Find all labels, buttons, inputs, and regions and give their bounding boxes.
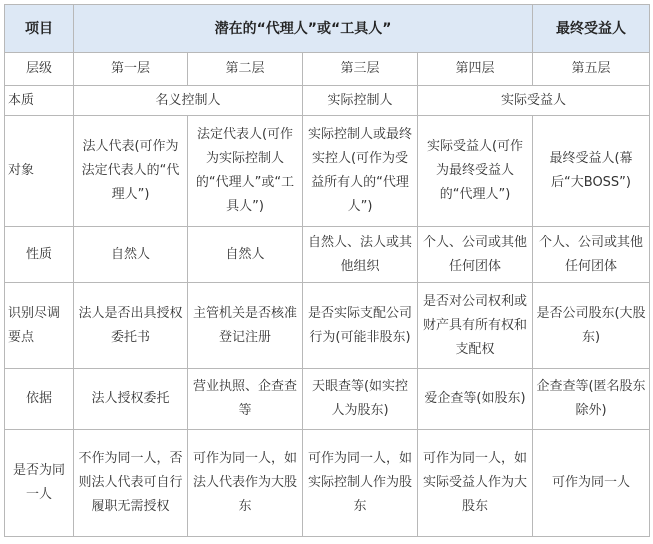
header-item: 项目 xyxy=(5,5,74,53)
level-cell-1: 第一层 xyxy=(74,53,188,86)
key-cell-3: 是否实际支配公司行为(可能非股东) xyxy=(303,283,418,369)
object-cell-3: 实际控制人或最终实控人(可作为受益所有人的“代理人”) xyxy=(303,116,418,227)
basis-cell-2: 营业执照、企查查等 xyxy=(188,369,303,430)
header-ultimate-beneficiary: 最终受益人 xyxy=(533,5,650,53)
level-cell-3: 第三层 xyxy=(303,53,418,86)
table-row-object xyxy=(5,116,650,227)
key-cell-5: 是否公司股东(大股东) xyxy=(533,283,650,369)
key-cell-2: 主管机关是否核准登记注册 xyxy=(188,283,303,369)
essence-actual-beneficiary: 实际受益人 xyxy=(418,86,650,116)
level-cell-2: 第二层 xyxy=(188,53,303,86)
row-label-same-person: 是否为同一人 xyxy=(5,430,74,537)
nature-cell-5: 个人、公司或其他任何团体 xyxy=(533,227,650,283)
nature-cell-3: 自然人、法人或其他组织 xyxy=(303,227,418,283)
table-row-nature xyxy=(5,227,650,283)
same-cell-1: 不作为同一人，否则法人代表可自行履职无需授权 xyxy=(74,430,188,537)
row-label-nature: 性质 xyxy=(5,227,74,283)
header-row xyxy=(5,5,650,53)
table-row-same-person xyxy=(5,430,650,537)
table-row-key-points xyxy=(5,283,650,369)
row-label-level: 层级 xyxy=(5,53,74,86)
same-cell-5: 可作为同一人 xyxy=(533,430,650,537)
row-label-key-points: 识别尽调要点 xyxy=(5,283,74,369)
nature-cell-2: 自然人 xyxy=(188,227,303,283)
object-cell-2: 法定代表人(可作为实际控制人的“代理人”或“工具人”) xyxy=(188,116,303,227)
object-cell-4: 实际受益人(可作为最终受益人的“代理人”) xyxy=(418,116,533,227)
same-cell-3: 可作为同一人，如实际控制人作为股东 xyxy=(303,430,418,537)
row-label-object: 对象 xyxy=(5,116,74,227)
object-cell-5: 最终受益人(幕后“大BOSS”) xyxy=(533,116,650,227)
basis-cell-5: 企查查等(匿名股东除外) xyxy=(533,369,650,430)
essence-nominal-controller: 名义控制人 xyxy=(74,86,303,116)
basis-cell-4: 爱企查等(如股东) xyxy=(418,369,533,430)
comparison-table xyxy=(4,4,650,537)
essence-actual-controller: 实际控制人 xyxy=(303,86,418,116)
nature-cell-1: 自然人 xyxy=(74,227,188,283)
nature-cell-4: 个人、公司或其他任何团体 xyxy=(418,227,533,283)
basis-cell-1: 法人授权委托 xyxy=(74,369,188,430)
level-cell-5: 第五层 xyxy=(533,53,650,86)
table-row-level xyxy=(5,53,650,86)
row-label-basis: 依据 xyxy=(5,369,74,430)
header-potential-agent: 潜在的“代理人”或“工具人” xyxy=(74,5,533,53)
row-label-essence: 本质 xyxy=(5,86,74,116)
same-cell-4: 可作为同一人，如实际受益人作为大股东 xyxy=(418,430,533,537)
basis-cell-3: 天眼查等(如实控人为股东) xyxy=(303,369,418,430)
key-cell-4: 是否对公司权利或财产具有所有权和支配权 xyxy=(418,283,533,369)
level-cell-4: 第四层 xyxy=(418,53,533,86)
object-cell-1: 法人代表(可作为法定代表人的“代理人”) xyxy=(74,116,188,227)
table-row-essence xyxy=(5,86,650,116)
key-cell-1: 法人是否出具授权委托书 xyxy=(74,283,188,369)
same-cell-2: 可作为同一人，如法人代表作为大股东 xyxy=(188,430,303,537)
table-row-basis xyxy=(5,369,650,430)
